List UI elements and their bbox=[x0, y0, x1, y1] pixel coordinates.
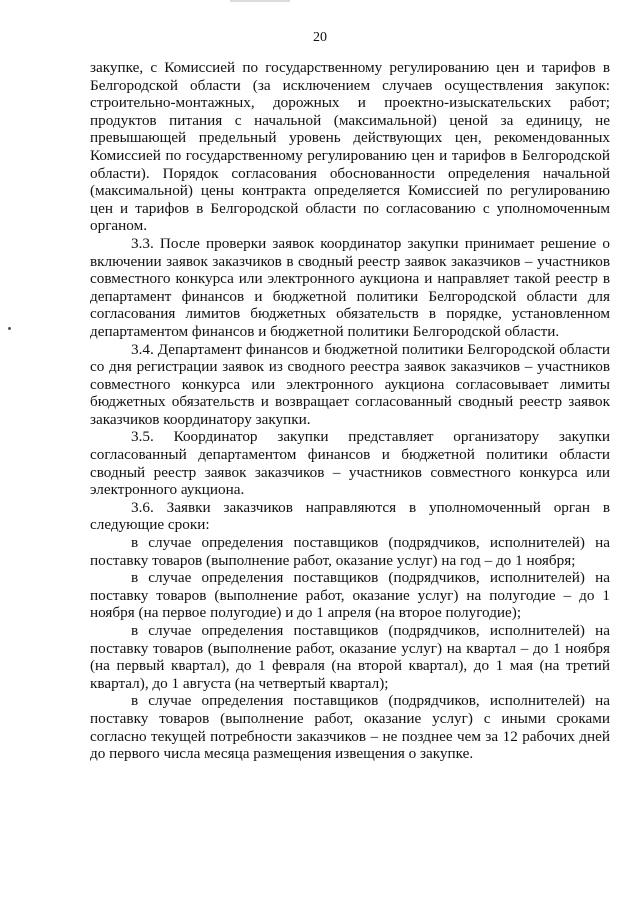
deadline-item-year: в случае определения поставщиков (подрядчиков, исполнителей) на поставку товаров (выполнение работ, оказание услуг) на год – до 1 ноября; bbox=[90, 534, 610, 569]
paragraph-3-5: 3.5. Координатор закупки представляет организатору закупки согласованный департаментом финансов и бюджетной политики области сводный реестр заявок заказчиков – участников совместного конкурса или электронного аукциона. bbox=[90, 428, 610, 499]
page-number: 20 bbox=[313, 30, 327, 45]
scan-edge-mark bbox=[230, 0, 290, 2]
paragraph-continuation: закупке, с Комиссией по государственному регулированию цен и тарифов в Белгородской области (за исключением случаев осуществления закупок: строительно-монтажных, дорожных и проектно-изыскательских работ; продуктов питания с начальной (максимальной) ценой за единицу, не превышающей предельный уровень действующих цен, рекомендованных Комиссией по государственному регулированию цен и тарифов в Белгородской области). Порядок согласования обоснованности определения начальной (максимальной) цены контракта определяется Комиссией по регулированию цен и тарифов в Белгородской области по согласованию с уполномоченным органом. bbox=[90, 59, 610, 235]
deadline-item-other: в случае определения поставщиков (подрядчиков, исполнителей) на поставку товаров (выполнение работ, оказание услуг) с иными сроками согласно текущей потребности заказчиков – не позднее чем за 12 рабочих дней до первого числа месяца размещения извещения о закупке. bbox=[90, 692, 610, 763]
deadline-item-half-year: в случае определения поставщиков (подрядчиков, исполнителей) на поставку товаров (выполнение работ, оказание услуг) на полугодие – до 1 ноября (на первое полугодие) и до 1 апреля (на второе полугодие); bbox=[90, 569, 610, 622]
document-body bbox=[90, 59, 610, 763]
paragraph-3-4: 3.4. Департамент финансов и бюджетной политики Белгородской области со дня регистрации заявок из сводного реестра заявок заказчиков – участников совместного конкурса или электронного аукциона согласовывает лимиты бюджетных обязательств и возвращает согласованный сводный реестр заявок заказчиков координатору закупки. bbox=[90, 340, 610, 428]
deadline-item-quarter: в случае определения поставщиков (подрядчиков, исполнителей) на поставку товаров (выполнение работ, оказание услуг) на квартал – до 1 ноября (на первый квартал), до 1 февраля (на второй квартал), до 1 мая (на третий квартал), до 1 августа (на четвертый квартал); bbox=[90, 622, 610, 692]
paragraph-3-3: 3.3. После проверки заявок координатор закупки принимает решение о включении заявок заказчиков в сводный реестр заявок заказчиков – участников совместного конкурса или электронного аукциона и направляет такой реестр в департамент финансов и бюджетной политики Белгородской области для согласования лимитов бюджетных обязательств в порядке, установленном департаментом финансов и бюджетной политики Белгородской области. bbox=[90, 234, 610, 340]
scan-dot-mark bbox=[8, 327, 11, 330]
paragraph-3-6: 3.6. Заявки заказчиков направляются в уполномоченный орган в следующие сроки: bbox=[90, 498, 610, 534]
